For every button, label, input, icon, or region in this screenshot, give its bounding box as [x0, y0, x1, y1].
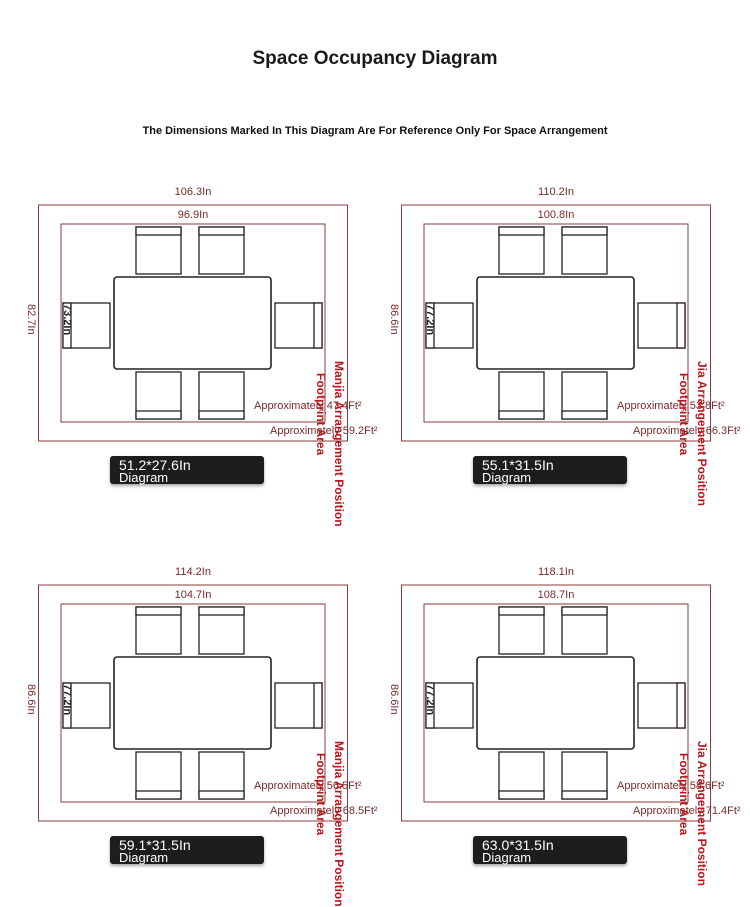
- footprint-area-label: Footprint Area: [677, 373, 691, 456]
- chair-back: [499, 227, 544, 235]
- inner-depth-label: 77.2In: [424, 684, 436, 716]
- arrangement-position-label: Manjia Arrangement Position: [332, 361, 346, 527]
- chair-back: [136, 607, 181, 615]
- inner-depth-label: 77.2In: [424, 304, 436, 336]
- chair-back: [314, 303, 322, 348]
- footprint-area-label: Footprint Area: [314, 753, 328, 836]
- table-size-label: 59.1*31.5In: [119, 837, 191, 853]
- dining-table: [477, 657, 634, 749]
- chair-back: [499, 791, 544, 799]
- dining-table: [114, 277, 271, 369]
- diagram-panel-2: [388, 185, 746, 506]
- outer-depth-label: 82.7In: [25, 304, 37, 335]
- footprint-area-label: Footprint Area: [314, 373, 328, 456]
- area-outer-label: Approximately 71.4Ft²: [633, 805, 741, 817]
- inner-width-label: 104.7In: [174, 589, 212, 601]
- arrangement-position-label: Manjia Arrangement Position: [332, 741, 346, 907]
- diagram-label: Diagram: [482, 850, 532, 865]
- area-outer-label: Approximately 68.5Ft²: [270, 805, 378, 817]
- outer-depth-label: 86.6In: [388, 684, 400, 715]
- chair-back: [677, 683, 685, 728]
- chair-back: [562, 227, 607, 235]
- page-title: Space Occupancy Diagram: [252, 48, 498, 69]
- diagram-label: Diagram: [482, 470, 532, 485]
- chair-back: [199, 607, 244, 615]
- diagram-panel-1: [25, 185, 383, 527]
- chair-back: [136, 791, 181, 799]
- page-subtitle: The Dimensions Marked In This Diagram Are For Reference Only For Space Arrangement: [142, 125, 608, 137]
- size-badge: [110, 836, 264, 864]
- chair-back: [562, 411, 607, 419]
- area-inner-label: Approximately 53.8Ft²: [617, 400, 725, 412]
- footprint-area-label: Footprint Area: [677, 753, 691, 836]
- dining-table: [477, 277, 634, 369]
- chair-back: [562, 607, 607, 615]
- outer-depth-label: 86.6In: [388, 304, 400, 335]
- chair-back: [199, 791, 244, 799]
- arrangement-position-label: Jia Arrangement Position: [695, 741, 709, 886]
- inner-depth-label: 77.2In: [61, 684, 73, 716]
- table-size-label: 51.2*27.6In: [119, 457, 191, 473]
- area-outer-label: Approximately 66.3Ft²: [633, 425, 741, 437]
- table-size-label: 63.0*31.5In: [482, 837, 554, 853]
- chair-back: [136, 411, 181, 419]
- area-outer-label: Approximately 59.2Ft²: [270, 425, 378, 437]
- chair-back: [199, 227, 244, 235]
- outer-depth-label: 86.6In: [25, 684, 37, 715]
- chair-back: [499, 411, 544, 419]
- outer-width-label: 118.1In: [538, 566, 574, 578]
- area-inner-label: Approximately 58.6Ft²: [617, 780, 725, 792]
- chair-back: [199, 411, 244, 419]
- size-badge: [473, 836, 627, 864]
- outer-width-label: 114.2In: [175, 566, 211, 578]
- size-badge: [473, 456, 627, 484]
- diagram-label: Diagram: [119, 470, 169, 485]
- inner-width-label: 96.9In: [177, 209, 209, 221]
- table-size-label: 55.1*31.5In: [482, 457, 554, 473]
- arrangement-position-label: Jia Arrangement Position: [695, 361, 709, 506]
- chair-back: [677, 303, 685, 348]
- inner-width-label: 108.7In: [537, 589, 575, 601]
- chair-back: [314, 683, 322, 728]
- inner-width-label: 100.8In: [537, 209, 575, 221]
- size-badge: [110, 456, 264, 484]
- chair-back: [136, 227, 181, 235]
- inner-depth-label: 73.2In: [61, 304, 73, 336]
- diagram-panel-4: [388, 565, 746, 886]
- chair-back: [499, 607, 544, 615]
- chair-back: [562, 791, 607, 799]
- outer-width-label: 110.2In: [538, 186, 574, 198]
- diagram-panel-3: [25, 565, 383, 907]
- area-inner-label: Approximately 47.4Ft²: [254, 400, 362, 412]
- diagram-label: Diagram: [119, 850, 169, 865]
- outer-width-label: 106.3In: [174, 186, 212, 198]
- area-inner-label: Approximately 56.5Ft²: [254, 780, 362, 792]
- dining-table: [114, 657, 271, 749]
